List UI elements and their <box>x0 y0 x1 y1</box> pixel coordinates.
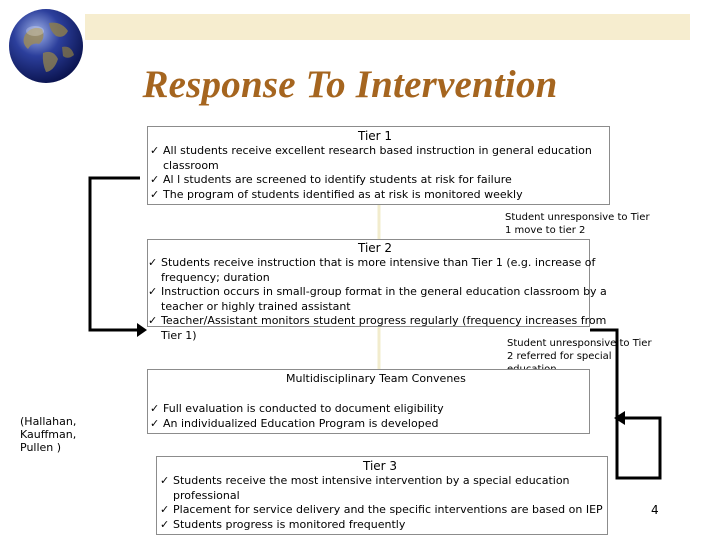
tier3-item <box>160 489 240 503</box>
tier2-item <box>148 271 270 285</box>
check-icon: ✓ <box>150 144 160 157</box>
item-text: classroom <box>163 158 219 172</box>
citation-line: Kauffman, <box>20 428 77 441</box>
item-text: Placement for service delivery and the specific interventions are based on IEP <box>173 503 603 516</box>
tier3-heading: Tier 3 <box>363 459 398 473</box>
check-icon: ✓ <box>148 314 158 327</box>
citation-line: (Hallahan, <box>20 415 77 428</box>
tier2-item <box>148 300 351 314</box>
check-icon: ✓ <box>160 503 170 516</box>
tier1-item <box>150 173 512 187</box>
item-text: Instruction occurs in small-group format in the general education classroom by a <box>161 285 607 298</box>
team-heading: Multidisciplinary Team Convenes <box>286 372 466 385</box>
check-icon: ✓ <box>150 187 160 201</box>
note-line: 1 move to tier 2 <box>505 225 586 236</box>
tier1-heading: Tier 1 <box>358 129 393 143</box>
item-text: Teacher/Assistant monitors student progress regularly (frequency increases from <box>161 314 607 327</box>
item-text: The program of students identified as at risk is monitored weekly <box>163 187 523 201</box>
item-text: An individualized Education Program is developed <box>163 416 439 430</box>
check-icon: ✓ <box>160 474 170 487</box>
item-text: frequency; duration <box>161 270 270 284</box>
item-text: Full evaluation is conducted to document eligibility <box>163 402 444 415</box>
tier2-heading: Tier 2 <box>358 241 393 255</box>
item-text: teacher or highly trained assistant <box>161 299 351 313</box>
tier2-item <box>148 285 607 299</box>
check-icon: ✓ <box>148 285 158 298</box>
check-icon: ✓ <box>150 416 160 430</box>
slide-title: Response To Intervention <box>142 63 558 106</box>
check-icon: ✓ <box>160 517 170 531</box>
tier3-item <box>160 474 570 488</box>
item-text: Students receive instruction that is more intensive than Tier 1 (e.g. increase of <box>161 256 596 269</box>
tier2-item <box>148 329 197 343</box>
team-item <box>150 402 444 416</box>
note-line: Student unresponsive to Tier <box>507 338 652 349</box>
item-text: All students receive excellent research based instruction in general education <box>163 144 592 157</box>
tier1-item <box>150 159 219 173</box>
citation-line: Pullen ) <box>20 441 62 454</box>
item-text: Students receive the most intensive intervention by a special education <box>173 474 570 487</box>
tier1-item <box>150 144 592 158</box>
check-icon: ✓ <box>148 256 158 269</box>
tier2-item <box>148 256 595 270</box>
item-text: Tier 1) <box>161 328 197 342</box>
tier3-item <box>160 503 603 517</box>
note-line: Student unresponsive to Tier <box>505 212 650 223</box>
item-text: professional <box>173 488 240 502</box>
tier2-item <box>148 314 606 328</box>
tier1-item <box>150 188 523 202</box>
check-icon: ✓ <box>150 402 160 415</box>
note-line: 2 referred for special <box>507 351 612 362</box>
item-text: Al l students are screened to identify students at risk for failure <box>163 173 512 186</box>
check-icon: ✓ <box>150 173 160 186</box>
page-number: 4 <box>651 503 659 517</box>
citation <box>20 415 76 454</box>
tier3-item <box>160 518 405 532</box>
team-item <box>150 417 438 431</box>
item-text: Students progress is monitored frequently <box>173 517 406 531</box>
tier1-transition-note <box>505 211 650 237</box>
